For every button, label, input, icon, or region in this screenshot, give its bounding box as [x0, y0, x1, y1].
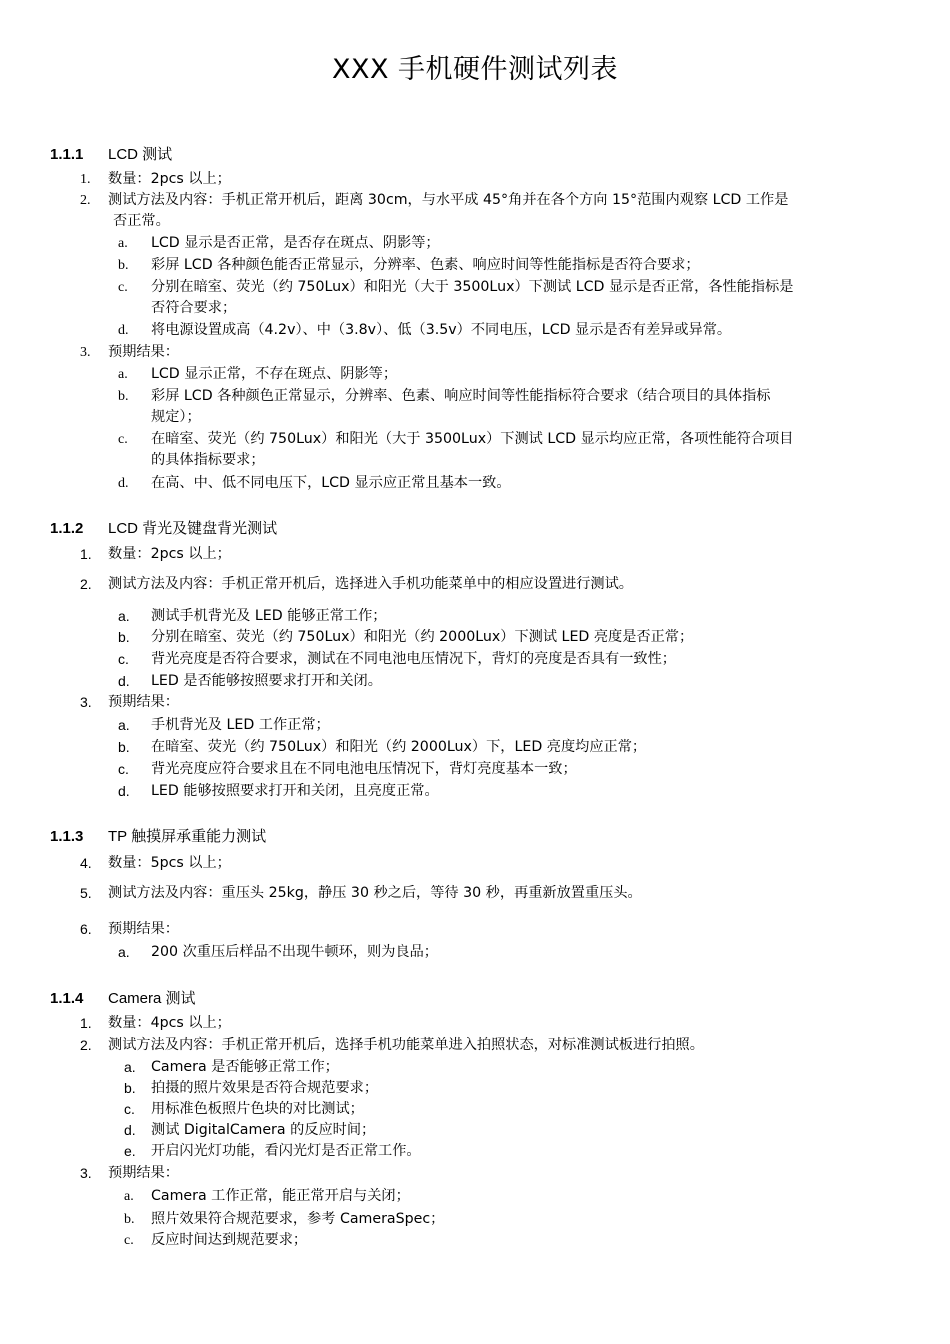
list-text: 照片效果符合规范要求，参考 CameraSpec； — [151, 1211, 445, 1227]
list-text-continuation: 否正常。 — [113, 213, 170, 229]
list-marker: 1. — [80, 1015, 92, 1031]
list-text: 反应时间达到规范要求； — [151, 1232, 308, 1248]
list-marker: d. — [118, 783, 130, 799]
list-text: 预期结果： — [108, 344, 179, 360]
list-marker: 5. — [80, 885, 92, 901]
list-marker: a. — [118, 367, 128, 382]
list-text: 背光亮度应符合要求且在不同电池电压情况下，背灯亮度基本一致； — [151, 761, 577, 777]
list-text: 手机背光及 LED 工作正常； — [151, 717, 330, 733]
list-marker: b. — [118, 389, 129, 404]
section-title: Camera 测试 — [108, 990, 196, 1007]
list-text: 彩屏 LCD 各种颜色正常显示，分辨率、色素、响应时间等性能指标符合要求（结合项目的具体指标 — [151, 388, 771, 404]
list-marker: c. — [118, 432, 128, 447]
list-marker: 6. — [80, 921, 92, 937]
list-text: 在暗室、荧光（约 750Lux）和阳光（大于 3500Lux）下测试 LCD 显示均应正常，各项性能符合项目 — [151, 431, 794, 447]
list-marker: b. — [118, 739, 130, 755]
list-text: 在高、中、低不同电压下，LCD 显示应正常且基本一致。 — [151, 475, 511, 491]
list-text: 拍摄的照片效果是否符合规范要求； — [151, 1080, 379, 1096]
list-text: 彩屏 LCD 各种颜色能否正常显示，分辨率、色素、响应时间等性能指标是否符合要求； — [151, 257, 700, 273]
list-text: 分别在暗室、荧光（约 750Lux）和阳光（大于 3500Lux）下测试 LCD 显示是否正常，各性能指标是 — [151, 279, 794, 295]
list-text: LED 是否能够按照要求打开和关闭。 — [151, 673, 382, 689]
section-title: LCD 测试 — [108, 146, 173, 163]
section-number: 1.1.3 — [50, 828, 84, 845]
list-marker: d. — [118, 673, 130, 689]
list-marker: e. — [124, 1143, 136, 1159]
list-text: 预期结果： — [108, 921, 179, 937]
list-text: 测试方法及内容：手机正常开机后，选择进入手机功能菜单中的相应设置进行测试。 — [108, 576, 633, 592]
section-heading-backlight-test — [50, 519, 277, 539]
section-heading-lcd-test — [50, 145, 172, 165]
list-marker: a. — [124, 1059, 136, 1075]
list-marker: a. — [118, 608, 130, 624]
list-text: 测试方法及内容：重压头 25kg，静压 30 秒之后，等待 30 秒，再重新放置重压头。 — [108, 885, 642, 901]
list-marker: 3. — [80, 694, 92, 710]
list-marker: b. — [118, 258, 129, 273]
list-text-continuation: 否符合要求； — [151, 300, 237, 316]
list-marker: 1. — [80, 546, 92, 562]
list-text: 数量：5pcs 以上； — [108, 855, 231, 871]
section-title: LCD 背光及键盘背光测试 — [108, 520, 278, 537]
list-text: 测试方法及内容：手机正常开机后，选择手机功能菜单进入拍照状态，对标准测试板进行拍照。 — [108, 1037, 704, 1053]
list-marker: b. — [124, 1080, 136, 1096]
list-marker: 2. — [80, 193, 91, 208]
list-marker: d. — [124, 1122, 136, 1138]
list-marker: c. — [124, 1233, 134, 1248]
list-text: 预期结果： — [108, 1165, 179, 1181]
list-text-continuation: 规定）； — [151, 409, 201, 425]
list-text: LED 能够按照要求打开和关闭，且亮度正常。 — [151, 783, 439, 799]
list-marker: a. — [118, 717, 130, 733]
list-text: 数量：4pcs 以上； — [108, 1015, 231, 1031]
list-text: LCD 显示是否正常，是否存在斑点、阴影等； — [151, 235, 440, 251]
section-heading-tp-test — [50, 827, 266, 847]
list-text: 在暗室、荧光（约 750Lux）和阳光（约 2000Lux）下，LED 亮度均应正常； — [151, 739, 647, 755]
list-marker: c. — [118, 761, 129, 777]
list-text: 将电源设置成高（4.2v）、中（3.8v）、低（3.5v）不同电压，LCD 显示是否有差异或异常。 — [151, 322, 732, 338]
list-text: 200 次重压后样品不出现牛顿环，则为良品； — [151, 944, 438, 960]
list-marker: d. — [118, 323, 129, 338]
list-text: Camera 是否能够正常工作； — [151, 1059, 339, 1075]
section-number: 1.1.1 — [50, 146, 84, 163]
list-marker: a. — [124, 1189, 134, 1204]
list-text-continuation: 的具体指标要求； — [151, 452, 265, 468]
list-text: 测试 DigitalCamera 的反应时间； — [151, 1122, 376, 1138]
list-text: 分别在暗室、荧光（约 750Lux）和阳光（约 2000Lux）下测试 LED 亮度是否正常； — [151, 629, 694, 645]
list-marker: 1. — [80, 172, 91, 187]
list-marker: b. — [118, 629, 130, 645]
list-marker: 3. — [80, 1165, 92, 1181]
list-marker: a. — [118, 236, 128, 251]
list-text: 数量：2pcs 以上； — [108, 546, 231, 562]
list-text: 测试手机背光及 LED 能够正常工作； — [151, 608, 387, 624]
list-marker: 3. — [80, 345, 91, 360]
section-heading-camera-test — [50, 989, 196, 1009]
list-marker: a. — [118, 944, 130, 960]
section-number: 1.1.4 — [50, 990, 84, 1007]
list-text: 测试方法及内容：手机正常开机后，距离 30cm，与水平成 45°角并在各个方向 15°范围内观察 LCD 工作是 — [108, 192, 789, 208]
list-text: 开启闪光灯功能，看闪光灯是否正常工作。 — [151, 1143, 421, 1159]
list-text: 预期结果： — [108, 694, 179, 710]
list-marker: d. — [118, 476, 129, 491]
list-text: Camera 工作正常，能正常开启与关闭； — [151, 1188, 410, 1204]
list-marker: 4. — [80, 855, 92, 871]
list-text: 用标准色板照片色块的对比测试； — [151, 1101, 364, 1117]
list-text: 背光亮度是否符合要求，测试在不同电池电压情况下，背灯的亮度是否具有一致性； — [151, 651, 676, 667]
list-marker: 2. — [80, 1037, 92, 1053]
list-text: LCD 显示正常，不存在斑点、阴影等； — [151, 366, 398, 382]
list-marker: c. — [118, 651, 129, 667]
list-marker: b. — [124, 1212, 135, 1227]
section-number: 1.1.2 — [50, 520, 84, 537]
list-text: 数量：2pcs 以上； — [108, 171, 231, 187]
list-marker: c. — [118, 280, 128, 295]
list-marker: 2. — [80, 576, 92, 592]
section-title: TP 触摸屏承重能力测试 — [108, 828, 267, 845]
page-title: XXX 手机硬件测试列表 — [331, 54, 619, 85]
list-marker: c. — [124, 1101, 135, 1117]
